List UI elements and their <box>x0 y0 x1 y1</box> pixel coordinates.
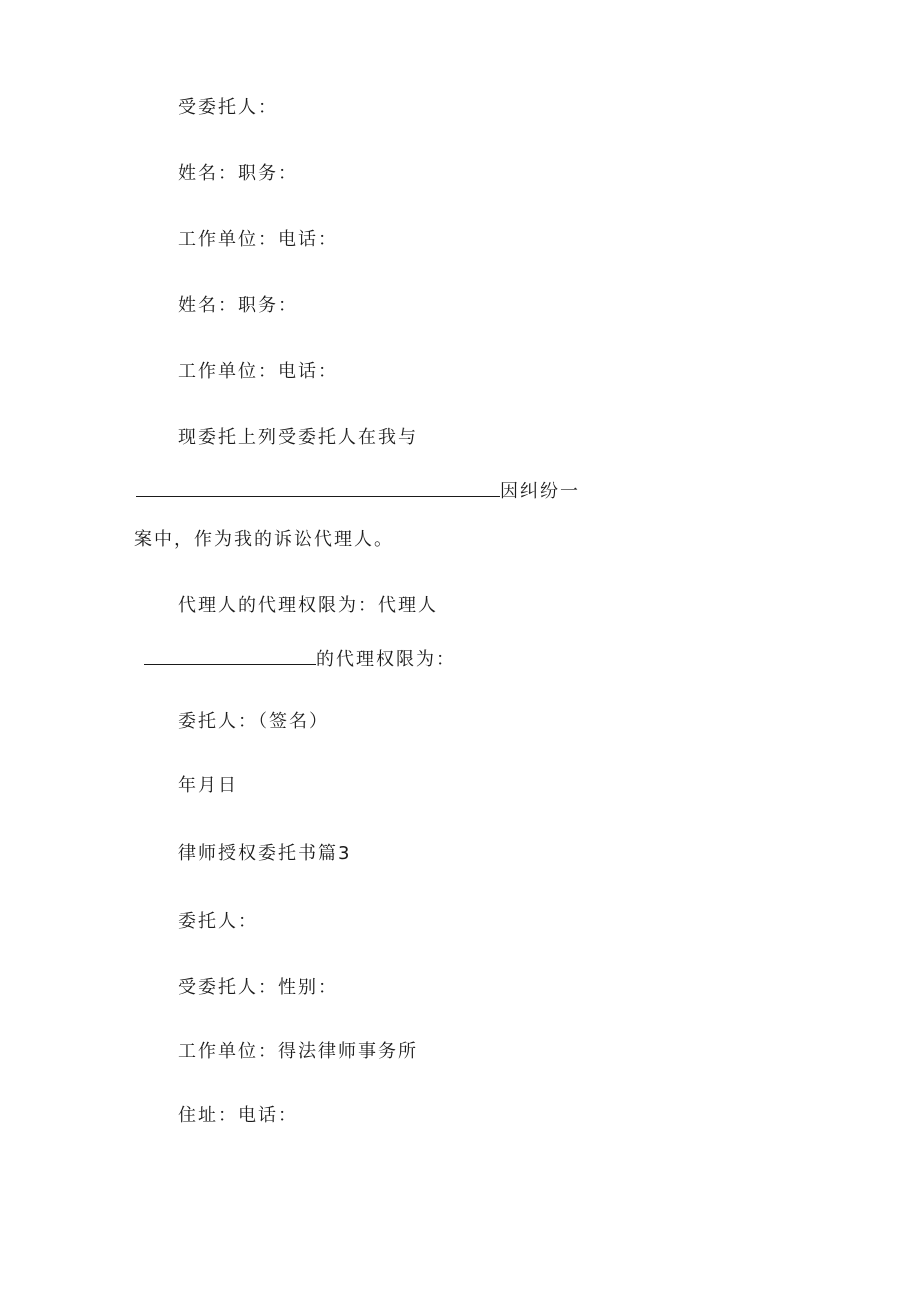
workplace-firm-line: 工作单位：得法律师事务所 <box>178 1041 418 1062</box>
name-position-line-2: 姓名：职务： <box>178 295 298 316</box>
agent-gender-line: 受委托人：性别： <box>178 977 338 998</box>
case-statement: 案中，作为我的诉讼代理人。 <box>134 529 394 550</box>
agent-name-blank <box>144 646 316 665</box>
agency-scope-line <box>144 646 456 672</box>
section-heading: 律师授权委托书篇3 <box>178 843 352 864</box>
dispute-line <box>136 478 580 504</box>
principal-label: 委托人： <box>178 911 258 932</box>
dispute-party-blank <box>136 478 500 497</box>
date-line: 年月日 <box>178 775 238 796</box>
name-position-line-1: 姓名：职务： <box>178 163 298 184</box>
agency-scope-label: 代理人的代理权限为：代理人 <box>178 595 438 616</box>
address-phone-line: 住址：电话： <box>178 1105 298 1126</box>
entrust-statement: 现委托上列受委托人在我与 <box>178 427 418 448</box>
principal-agent-label: 受委托人： <box>178 97 278 118</box>
agency-scope-line-text: 的代理权限为： <box>316 649 456 670</box>
workplace-phone-line-2: 工作单位：电话： <box>178 361 338 382</box>
workplace-phone-line-1: 工作单位：电话： <box>178 229 338 250</box>
principal-signature-line: 委托人：（签名） <box>178 711 329 732</box>
dispute-line-text: 因纠纷一 <box>500 481 580 502</box>
